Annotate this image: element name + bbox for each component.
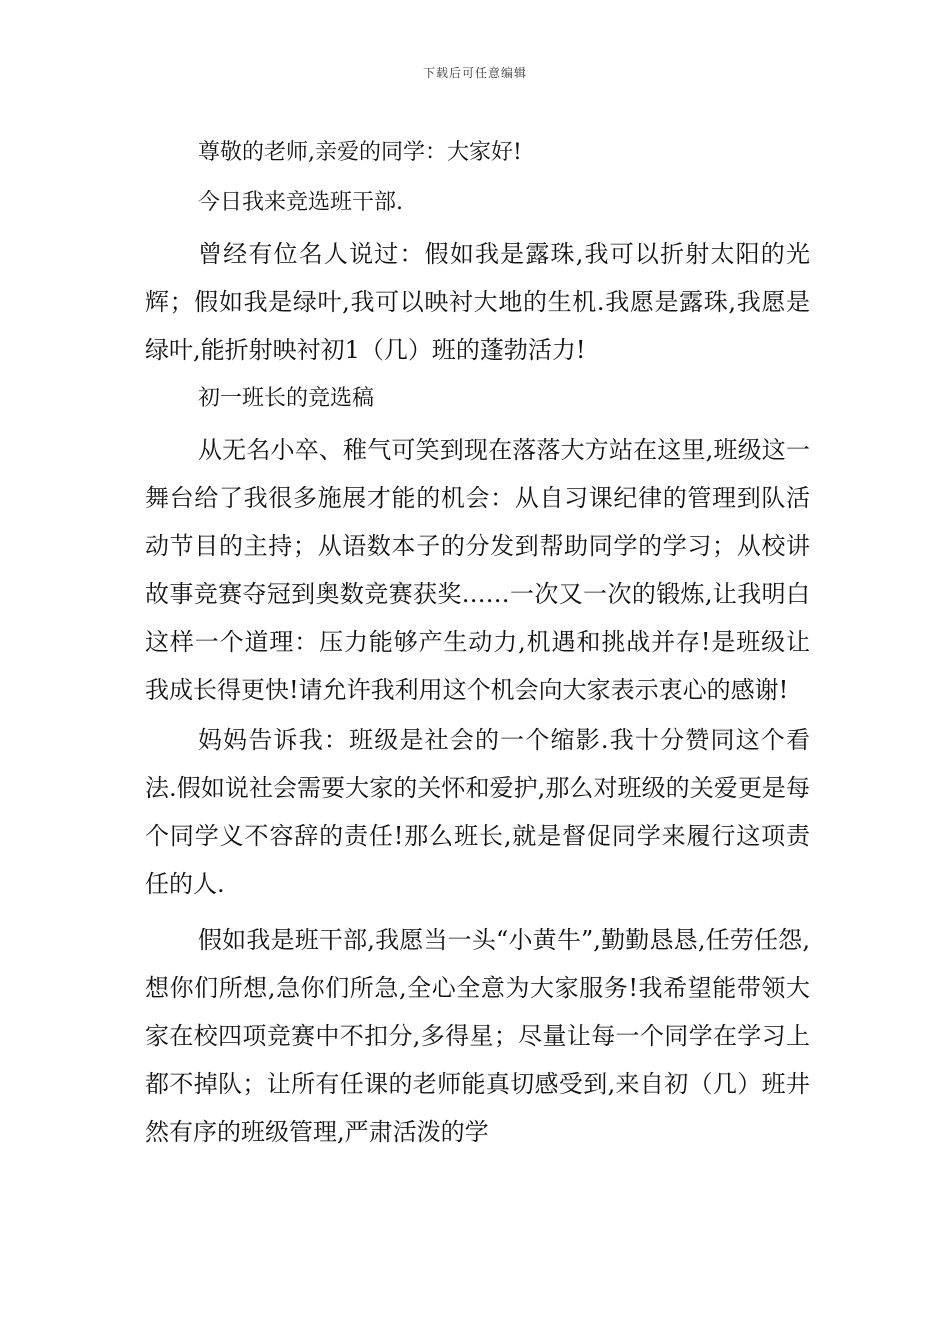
document-body — [145, 128, 810, 1156]
experience-paragraph: 从无名小卒、稚气可笑到现在落落大方站在这里,班级这一舞台给了我很多施展才能的机会：从自习课纪律的管理到队活动节目的主持；从语数本子的分发到帮助同学的学习；从校讲故事竞赛夺冠到奥数竞赛获奖……一次又一次的锻炼,让我明白这样一个道理：压力能够产生动力,机遇和挑战并存!是班级让我成长得更快!请允许我利用这个机会向大家表示衷心的感谢! — [145, 436, 810, 704]
intro-paragraph: 今日我来竞选班干部. — [198, 190, 403, 215]
mother-paragraph: 妈妈告诉我：班级是社会的一个缩影.我十分赞同这个看法.假如说社会需要大家的关怀和爱护,那么对班级的关爱更是每个同学义不容辞的责任!那么班长,就是督促同学来履行这项责任的人. — [145, 726, 810, 898]
quote-paragraph: 曾经有位名人说过：假如我是露珠,我可以折射太阳的光辉；假如我是绿叶,我可以映衬大地的生机.我愿是露珠,我愿是绿叶,能折射映衬初1（几）班的蓬勃活力! — [145, 240, 810, 364]
greeting-paragraph: 尊敬的老师,亲爱的同学：大家好! — [198, 140, 522, 165]
section-title: 初一班长的竞选稿 — [198, 386, 375, 411]
page-header-note: 下载后可任意编辑 — [422, 66, 527, 80]
promise-paragraph: 假如我是班干部,我愿当一头“小黄牛”,勤勤恳恳,任劳任怨,想你们所想,急你们所急,全心全意为大家服务!我希望能带领大家在校四项竞赛中不扣分,多得星；尽量让每一个同学在学习上都不掉队；让所有任课的老师能真切感受到,来自初（几）班井然有序的班级管理,严肃活泼的学 — [145, 926, 810, 1146]
